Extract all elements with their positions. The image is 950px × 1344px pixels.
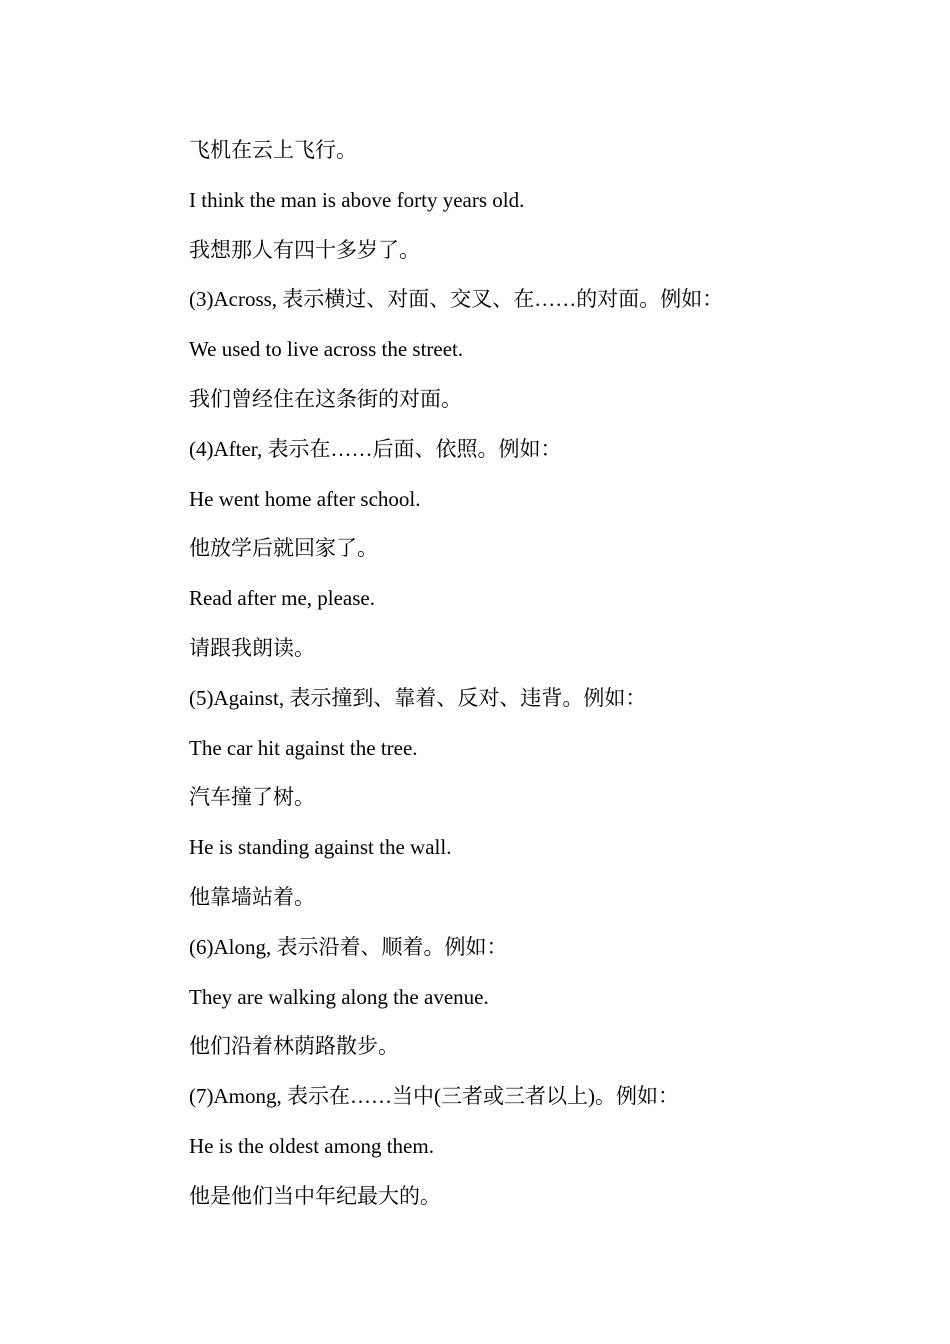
document-body	[189, 133, 809, 1229]
text-line: 飞机在云上飞行。	[189, 138, 357, 162]
text-line: The car hit against the tree.	[189, 735, 418, 760]
text-line: 我们曾经住在这条街的对面。	[189, 386, 462, 411]
text-line: 他靠墙站着。	[189, 884, 315, 909]
section-heading-against: (5)Against, 表示撞到、靠着、反对、违背。例如：	[189, 685, 647, 710]
text-line: He is the oldest among them.	[189, 1133, 434, 1158]
text-line: He went home after school.	[189, 486, 421, 511]
text-line: 他们沿着林荫路散步。	[189, 1034, 399, 1059]
text-line: 他放学后就回家了。	[189, 536, 378, 561]
text-line: 汽车撞了树。	[189, 785, 315, 810]
section-heading-after: (4)After, 表示在……后面、依照。例如：	[189, 436, 562, 461]
section-heading-along: (6)Along, 表示沿着、顺着。例如：	[189, 934, 508, 959]
text-line: 他是他们当中年纪最大的。	[189, 1183, 441, 1208]
text-line: 我想那人有四十多岁了。	[189, 237, 420, 262]
text-line: He is standing against the wall.	[189, 835, 452, 860]
section-heading-among: (7)Among, 表示在……当中(三者或三者以上)。例如：	[189, 1084, 679, 1109]
text-line: They are walking along the avenue.	[189, 984, 489, 1009]
section-heading-across: (3)Across, 表示横过、对面、交叉、在……的对面。例如：	[189, 287, 724, 312]
text-line: Read after me, please.	[189, 586, 375, 611]
text-line: I think the man is above forty years old.	[189, 187, 525, 212]
text-line: We used to live across the street.	[189, 337, 464, 362]
text-line: 请跟我朗读。	[189, 635, 315, 660]
